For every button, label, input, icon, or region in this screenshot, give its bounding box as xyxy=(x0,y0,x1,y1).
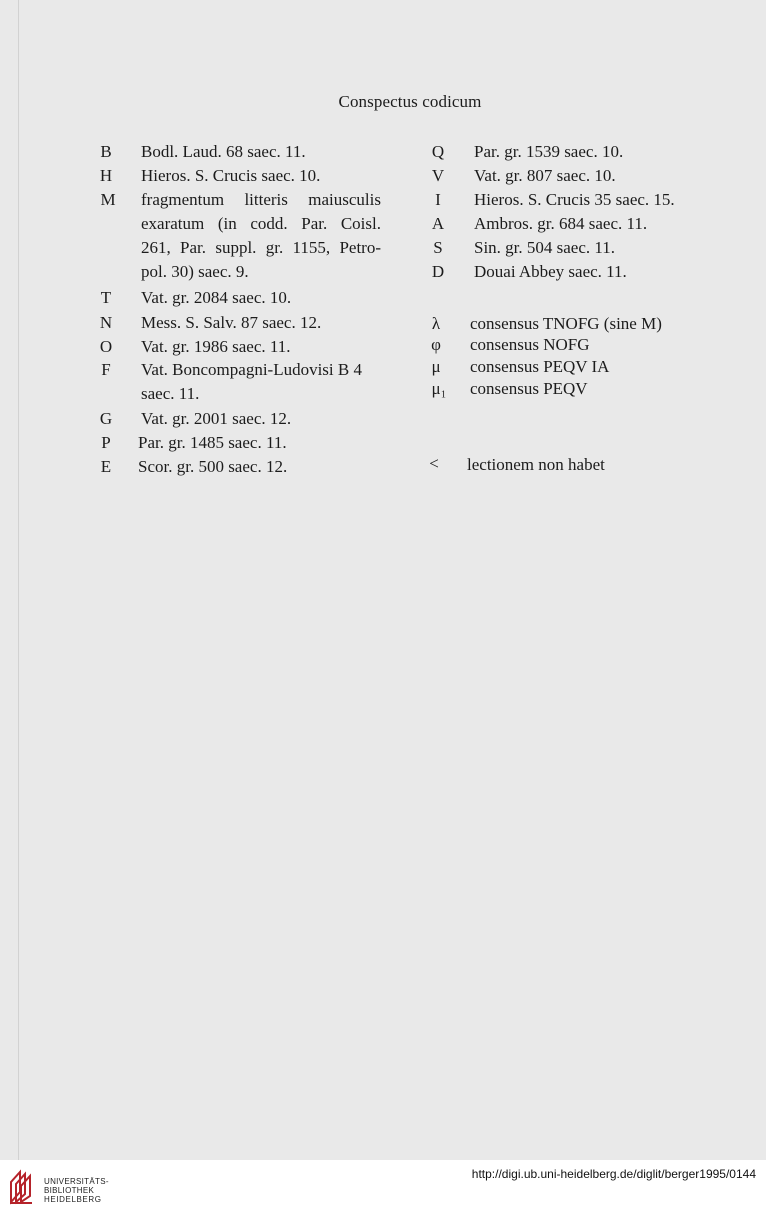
library-name-line-1: UNIVERSITÄTS- xyxy=(44,1177,109,1186)
codex-p: Par. gr. 1485 saec. 11. xyxy=(138,433,287,452)
codex-d: Douai Abbey saec. 11. xyxy=(474,262,627,281)
codex-o: Vat. gr. 1986 saec. 11. xyxy=(141,337,291,356)
siglum-i: I xyxy=(435,190,441,209)
siglum-g: G xyxy=(99,409,113,428)
university-library-logo-icon xyxy=(8,1168,38,1206)
source-url-link[interactable]: http://digi.ub.uni-heidelberg.de/diglit/berger1995/0144 xyxy=(471,1167,756,1181)
codex-a: Ambros. gr. 684 saec. 11. xyxy=(474,214,648,233)
symbol-lambda: λ xyxy=(431,314,441,333)
symbol-mu: μ xyxy=(431,357,441,376)
codex-m-line-3: 261, Par. suppl. gr. 1155, Petro- xyxy=(141,238,381,257)
siglum-q: Q xyxy=(431,142,445,161)
consensus-mu-1: consensus PEQV xyxy=(470,379,588,398)
siglum-s: S xyxy=(433,238,443,257)
siglum-v: V xyxy=(431,166,445,185)
codex-i: Hieros. S. Crucis 35 saec. 15. xyxy=(474,190,675,209)
consensus-phi: consensus NOFG xyxy=(470,335,590,354)
library-name-line-3: HEIDELBERG xyxy=(44,1195,102,1204)
consensus-mu: consensus PEQV IA xyxy=(470,357,610,376)
symbol-phi: φ xyxy=(431,335,441,354)
siglum-b: B xyxy=(100,142,112,161)
page-title: Conspectus codicum xyxy=(338,92,482,111)
codex-f-line-2: saec. 11. xyxy=(141,384,200,403)
codex-n: Mess. S. Salv. 87 saec. 12. xyxy=(141,313,322,332)
codex-e: Scor. gr. 500 saec. 12. xyxy=(138,457,288,476)
codex-m-line-1: fragmentum litteris maiusculis xyxy=(141,190,381,209)
siglum-o: O xyxy=(99,337,113,356)
note-text: lectionem non habet xyxy=(467,455,605,474)
siglum-p: P xyxy=(101,433,111,452)
siglum-a: A xyxy=(431,214,445,233)
siglum-n: N xyxy=(99,313,113,332)
symbol-mu-1: μ₁ xyxy=(431,379,447,398)
page-edge-line xyxy=(18,0,19,1160)
siglum-m: M xyxy=(100,190,116,209)
codex-m-line-4: pol. 30) saec. 9. xyxy=(141,262,249,281)
codex-f-line-1: Vat. Boncompagni-Ludovisi B 4 xyxy=(141,360,362,379)
codex-m-line-2: exaratum (in codd. Par. Coisl. xyxy=(141,214,381,233)
codex-h: Hieros. S. Crucis saec. 10. xyxy=(141,166,321,185)
siglum-d: D xyxy=(431,262,445,281)
consensus-lambda: consensus TNOFG (sine M) xyxy=(470,314,662,333)
codex-q: Par. gr. 1539 saec. 10. xyxy=(474,142,624,161)
library-name-line-2: BIBLIOTHEK xyxy=(44,1186,95,1195)
siglum-f: F xyxy=(101,360,111,379)
siglum-h: H xyxy=(99,166,113,185)
siglum-e: E xyxy=(100,457,112,476)
siglum-t: T xyxy=(100,288,112,307)
codex-v: Vat. gr. 807 saec. 10. xyxy=(474,166,616,185)
codex-g: Vat. gr. 2001 saec. 12. xyxy=(141,409,292,428)
codex-b: Bodl. Laud. 68 saec. 11. xyxy=(141,142,306,161)
codex-t: Vat. gr. 2084 saec. 10. xyxy=(141,288,292,307)
symbol-less-than: < xyxy=(429,454,439,473)
codex-s: Sin. gr. 504 saec. 11. xyxy=(474,238,616,257)
